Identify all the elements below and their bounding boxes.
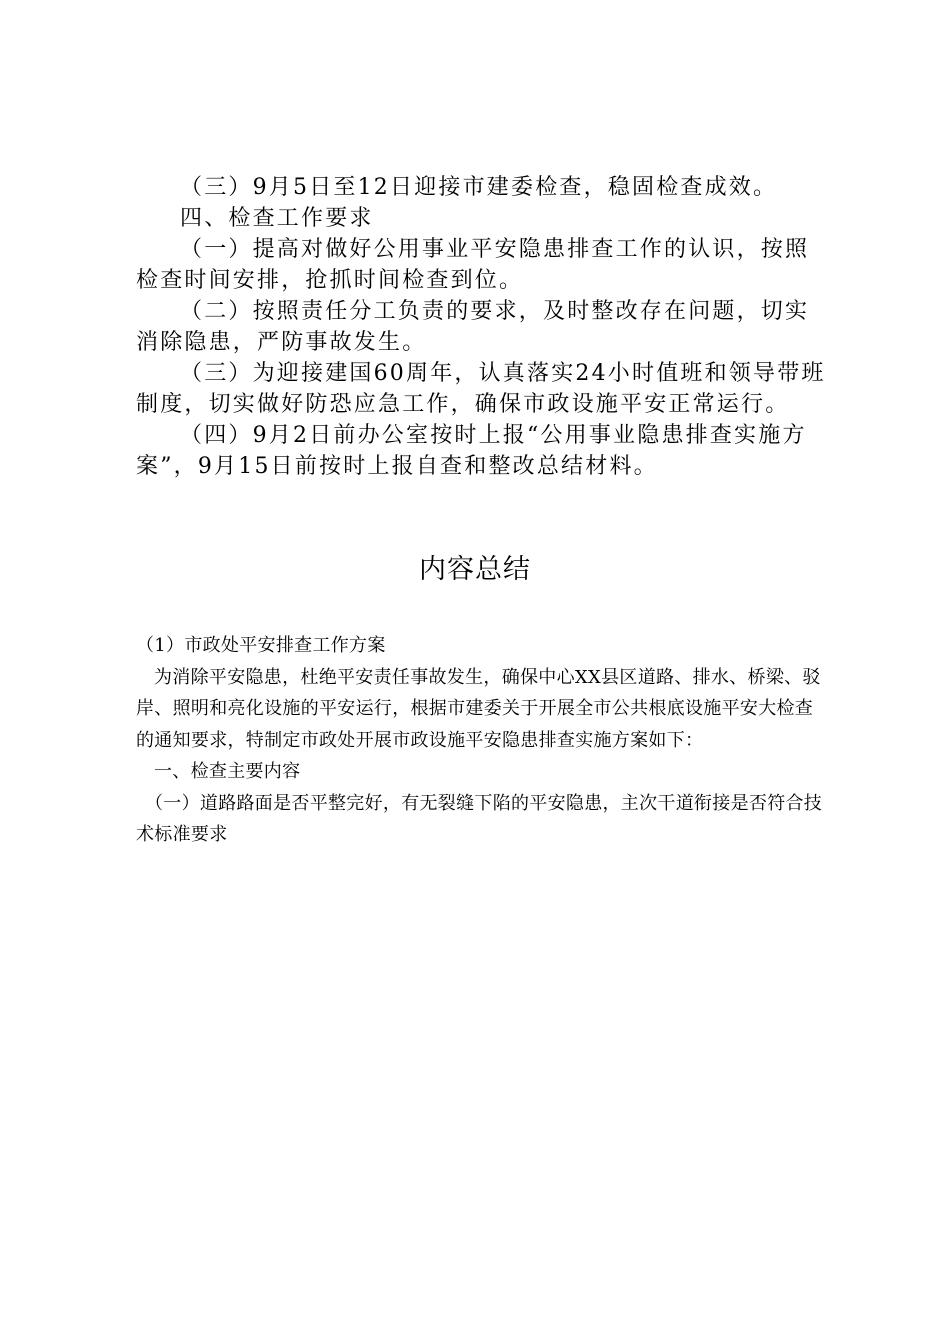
paragraph-requirement-4: （四）9月2日前办公室按时上报“公用事业隐患排查实施方案”，9月15日前按时上报自查和整改总结材料。 xyxy=(136,423,807,479)
document-body xyxy=(136,172,826,482)
paragraph-requirement-1: （一）提高对做好公用事业平安隐患排查工作的认识，按照检查时间安排，抢抓时间检查到位。 xyxy=(136,237,810,293)
paragraph-inspection-date: （三）9月5日至12日迎接市建委检查，稳固检查成效。 xyxy=(180,175,778,200)
summary-title: 内容总结 xyxy=(419,554,531,585)
summary-section-heading: 一、检查主要内容 xyxy=(154,761,301,782)
summary-body xyxy=(136,630,826,851)
summary-intro-paragraph: 为消除平安隐患，杜绝平安责任事故发生，确保中心XX县区道路、排水、桥梁、驳岸、照明和亮化设施的平安运行，根据市建委关于开展全市公共根底设施平安大检查的通知要求，特制定市政处开展市政设施平安隐患排查实施方案如下： xyxy=(136,666,821,751)
paragraph-requirement-3: （三）为迎接建国60周年，认真落实24小时值班和领导带班制度，切实做好防恐应急工作，确保市政设施平安正常运行。 xyxy=(136,361,826,417)
paragraph-requirement-2: （二）按照责任分工负责的要求，及时整改存在问题，切实消除隐患，严防事故发生。 xyxy=(136,299,810,355)
heading-inspection-requirements: 四、检查工作要求 xyxy=(180,206,374,231)
summary-heading: （1）市政处平安排查工作方案 xyxy=(136,635,386,656)
summary-item-1: （一）道路路面是否平整完好，有无裂缝下陷的平安隐患，主次干道衔接是否符合技术标准要求 xyxy=(136,792,823,845)
